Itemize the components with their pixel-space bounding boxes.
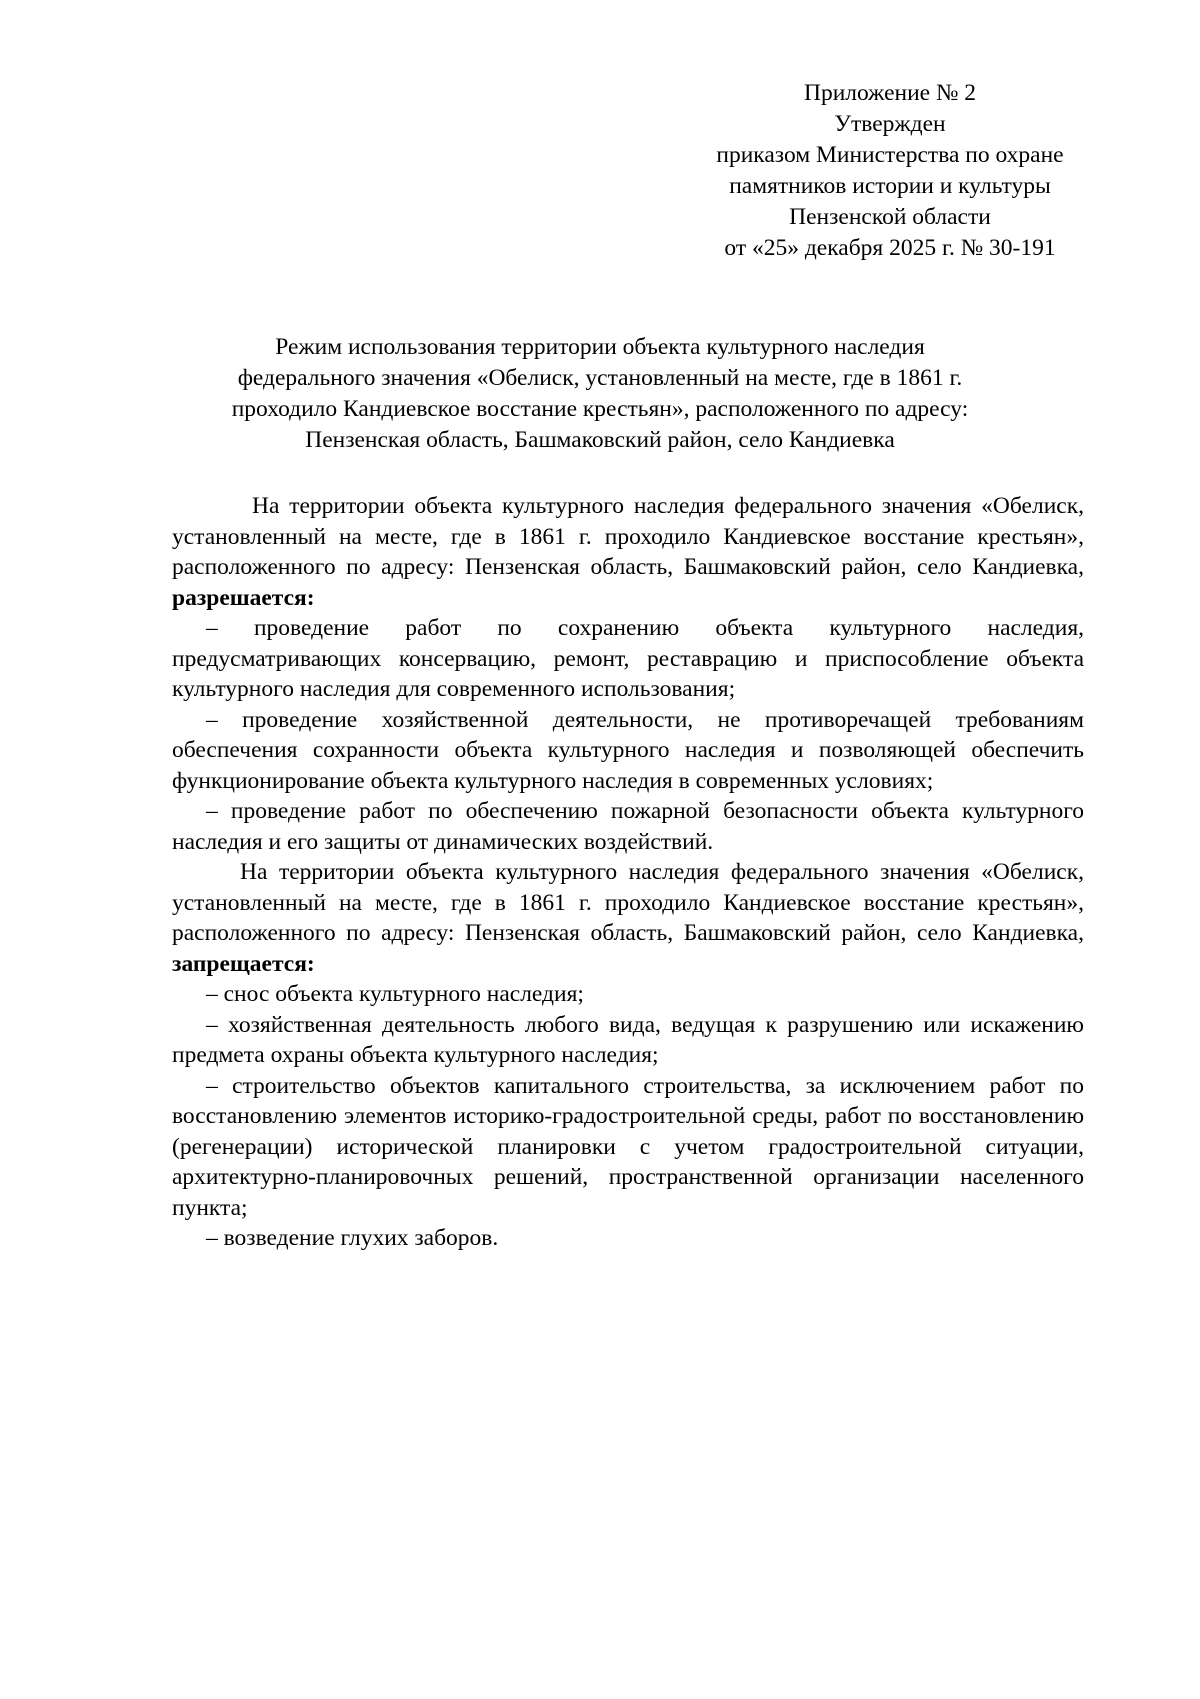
title-line: проходило Кандиевское восстание крестьян», расположенного по адресу: [231,396,969,422]
title-line: Пензенская область, Башмаковский район, село Кандиевка [305,427,895,453]
order-ministry-subject: памятников истории и культуры [729,173,1051,199]
allowed-list-item: – проведение работ по сохранению объекта культурного наследия, предусматривающих консервацию, ремонт, реставрацию и приспособление объекта культурного наследия для современного использования; [172,615,1084,702]
allowed-keyword: разрешается: [172,584,315,611]
forbidden-intro-text: На территории объекта культурного наследия федерального значения «Обелиск, установленный на месте, где в 1861 г. проходило Кандиевское восстание крестьян», расположенного по адресу: Пензенская область, Башмаковский район, село Кандиевка, [172,859,1084,946]
allowed-list-item: – проведение хозяйственной деятельности, не противоречащей требованиям обеспечения сохранности объекта культурного наследия и позволяющей обеспечить функционирование объекта культурного наследия в современных условиях; [172,706,1084,794]
document-title [150,332,1050,456]
allowed-intro-text: На территории объекта культурного наследия федерального значения «Обелиск, установленный на месте, где в 1861 г. проходило Кандиевское восстание крестьян», расположенного по адресу: Пензенская область, Башмаковский район, село Кандиевка, [172,493,1084,580]
title-line: федерального значения «Обелиск, установленный на месте, где в 1861 г. [237,365,963,391]
forbidden-keyword: запрещается: [172,950,315,977]
order-date-number: от «25» декабря 2025 г. № 30-191 [724,235,1056,261]
approval-stamp-block [690,78,1090,264]
order-region: Пензенской области [789,204,991,230]
forbidden-list-item: – строительство объектов капитального строительства, за исключением работ по восстановлению элементов историко-градостроительной среды, работ по восстановлению (регенерации) исторической планировки с учетом градостроительной ситуации, архитектурно-планировочных решений, пространственной организации населенного пункта; [172,1072,1084,1221]
appendix-number: Приложение № 2 [803,80,977,106]
title-line: Режим использования территории объекта культурного наследия [275,334,925,360]
allowed-intro-paragraph [172,491,1084,613]
order-ministry-line: приказом Министерства по охране [716,142,1064,168]
forbidden-list-item: – снос объекта культурного наследия; [206,981,584,1007]
allowed-list-item: – проведение работ по обеспечению пожарной безопасности объекта культурного наследия и его защиты от динамических воздействий. [172,798,1084,855]
forbidden-list-item: – возведение глухих заборов. [206,1225,499,1251]
document-body [172,491,1084,1254]
approved-label: Утвержден [834,111,946,137]
forbidden-list-item: – хозяйственная деятельность любого вида, ведущая к разрушению или искажению предмета охраны объекта культурного наследия; [172,1011,1084,1068]
forbidden-intro-paragraph [172,857,1084,979]
